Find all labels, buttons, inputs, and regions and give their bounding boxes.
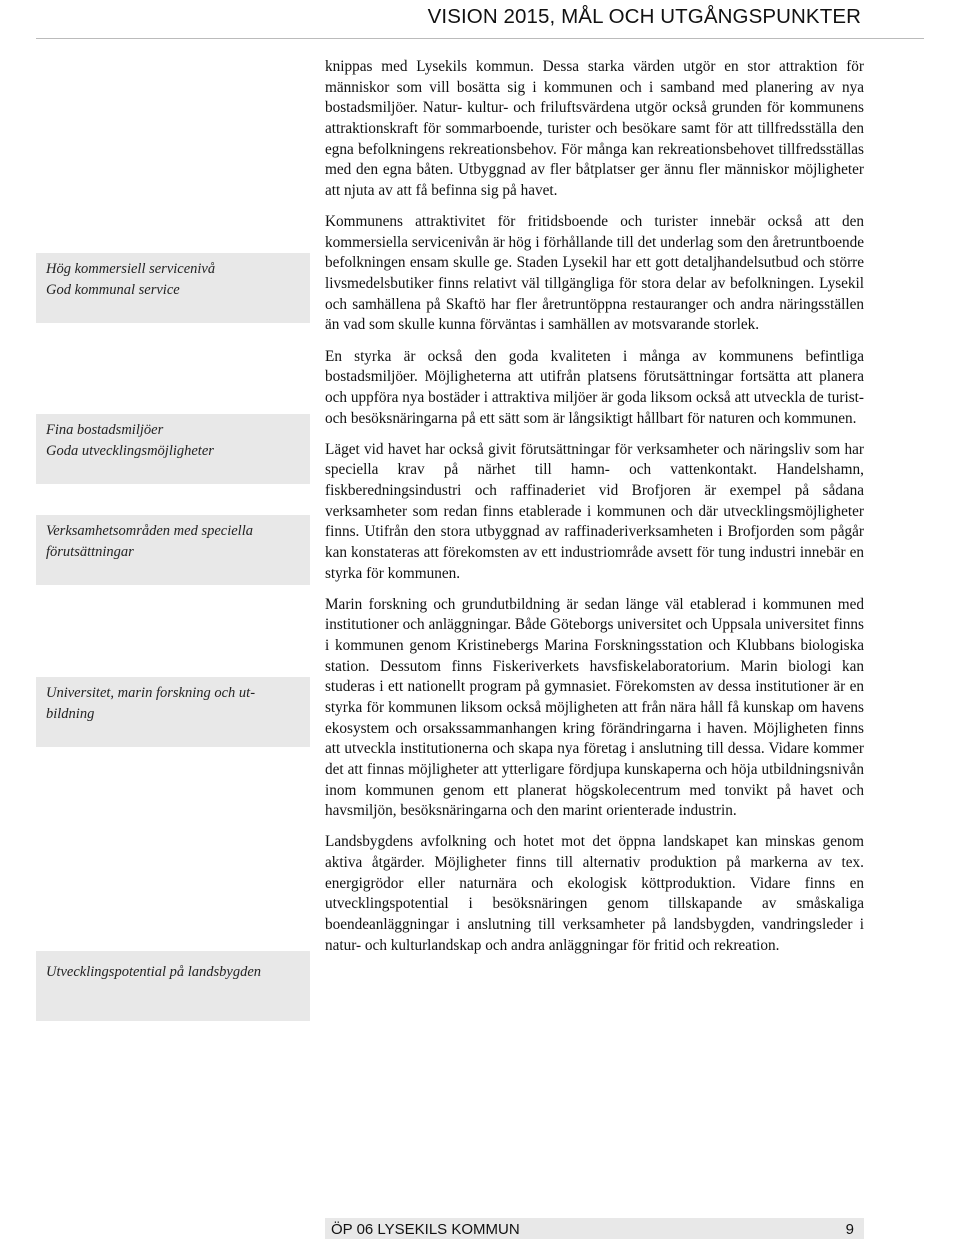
sidebar-note-rural <box>36 951 310 1021</box>
paragraph: Kommunens attraktivitet för fritidsboende och turister innebär också att den kommersiella servicenivån är hög i förhållande till det underlag som den åretruntboende befolkningen ensam skulle ge. Staden Lysekil har ett gott detaljhandelsutbud och större livsmedelsbutiker finns relativt väl tillgängliga för stora delar av befolkningen. Lysekil och samhällena på Skaftö har fler åretruntöppna restauranger och andra näringsställen än vad som skulle kunna förväntas i samhällen av motsvarande storlek. <box>325 213 864 334</box>
sidebar-note-line: Fina bostadsmiljöer <box>46 422 164 438</box>
sidebar-note-business-areas <box>36 515 310 585</box>
sidebar-note-line: Universitet, marin forskning och ut- <box>46 685 256 701</box>
paragraph: Landsbygdens avfolkning och hotet mot det öppna landskapet kan minskas genom aktiva åtgärder. Möjligheter finns till alternativ produktion på markerna av tex. energigrödor eller naturnära och ekologisk köttproduktion. Vidare finns en utvecklingspotential i besöksnäringen genom tillskapande av småskaliga boendeanläggningar i anslutning till verksamheter på landsbygden, vandringsleder i natur- och kulturlandskap och andra anläggningar för fritid och rekreation. <box>325 833 864 954</box>
sidebar-note-line: bildning <box>46 706 95 722</box>
sidebar-note-housing <box>36 414 310 484</box>
paragraph: knippas med Lysekils kommun. Dessa starka värden utgör en stor attraktion för människor som vill bosätta sig i kommunen och i samband med planering av nya bostadsmiljöer. Natur- kultur- och friluftsvärdena utgör också grunden för kommunens attraktionskraft för sommarboende, turister och besökare samt för att tillfredsställa den egna befolkningens rekreationsbehov. För många kan rekreationsbehovet tillfredsställas med den egna båten. Utbyggnad av fler båtplatser ger ännu fler människor möjligheter att njuta av att få befinna sig på havet. <box>325 58 864 199</box>
sidebar-note-line: Hög kommersiell servicenivå <box>46 261 216 277</box>
sidebar-note-line: förutsättningar <box>46 544 134 560</box>
sidebar-note-line: Verksamhetsområden med speciella <box>46 523 253 539</box>
paragraph: Läget vid havet har också givit förutsättningar för verksamheter och näringsliv som har speciella krav på närhet till hamn- och vattenkontakt. Handelshamn, fiskberedningsindustri och raffinaderiet vid Brofjoren är exempel på sådana verksamheter som redan finns etablerade i kommunen och där utvecklingsmöjligheter finns. Utifrån den stora utbyggnad av raffinaderiverksamheten i Brofjorden som pågår kan konstateras att förekomsten av ett industriområde avsett för tung industri innebär en styrka för kommunen. <box>325 440 864 582</box>
body-text <box>325 57 864 967</box>
sidebar-note-line: Utvecklingspotential på landsbygden <box>46 964 262 980</box>
sidebar-note-commercial-service <box>36 253 310 323</box>
paragraph: En styrka är också den goda kvaliteten i många av kommunens befintliga bostadsmiljöer. Möjligheterna att utifrån platsens förutsättningar fortsätta att planera och uppföra nya bostäder i attraktiva miljöer är goda liksom också att utveckla de turist- och besöksnäringarna på ett sätt som är långsiktigt hållbart för naturen och kommunen. <box>325 347 864 427</box>
page-header-title: VISION 2015, MÅL OCH UTGÅNGSPUNKTER <box>427 5 861 28</box>
sidebar-note-university <box>36 677 310 747</box>
header-divider <box>36 38 924 39</box>
page-footer <box>325 1218 864 1239</box>
sidebar-note-line: God kommunal service <box>46 282 180 298</box>
page-number: 9 <box>845 1220 854 1238</box>
footer-publication-title: ÖP 06 LYSEKILS KOMMUN <box>331 1220 520 1238</box>
paragraph: Marin forskning och grundutbildning är sedan länge väl etablerad i kommunen med institutioner och anläggningar. Både Göteborgs universitet och Uppsala universitet finns i kommunen genom Kristinebergs Marina Forskningsstation och Klubbans biologiska station. Dessutom finns Fiskeriverkets havsfiskelaboratorium. Marin biologi kan studeras i ett nationellt program på gymnasiet. Förekomsten av dessa institutioner är en styrka för kommunen liksom också möjligheten att från nära håll få kunskap om havens ekosystem och orsakssammanhangen kring förändringarna i haven. Möjligheten finns att utveckla institutionerna och skapa nya företag i anslutning till dessa. Vidare kommer det att finnas möjligheter att ytterligare fördjupa kunskaperna och höja utbildningsnivån inom kommunen genom ett planerat högskolecentrum med tonvikt på havet och havsmiljön, besöksnäringarna och den marint orienterade industrin. <box>325 595 864 820</box>
sidebar-note-line: Goda utvecklingsmöjligheter <box>46 443 214 459</box>
